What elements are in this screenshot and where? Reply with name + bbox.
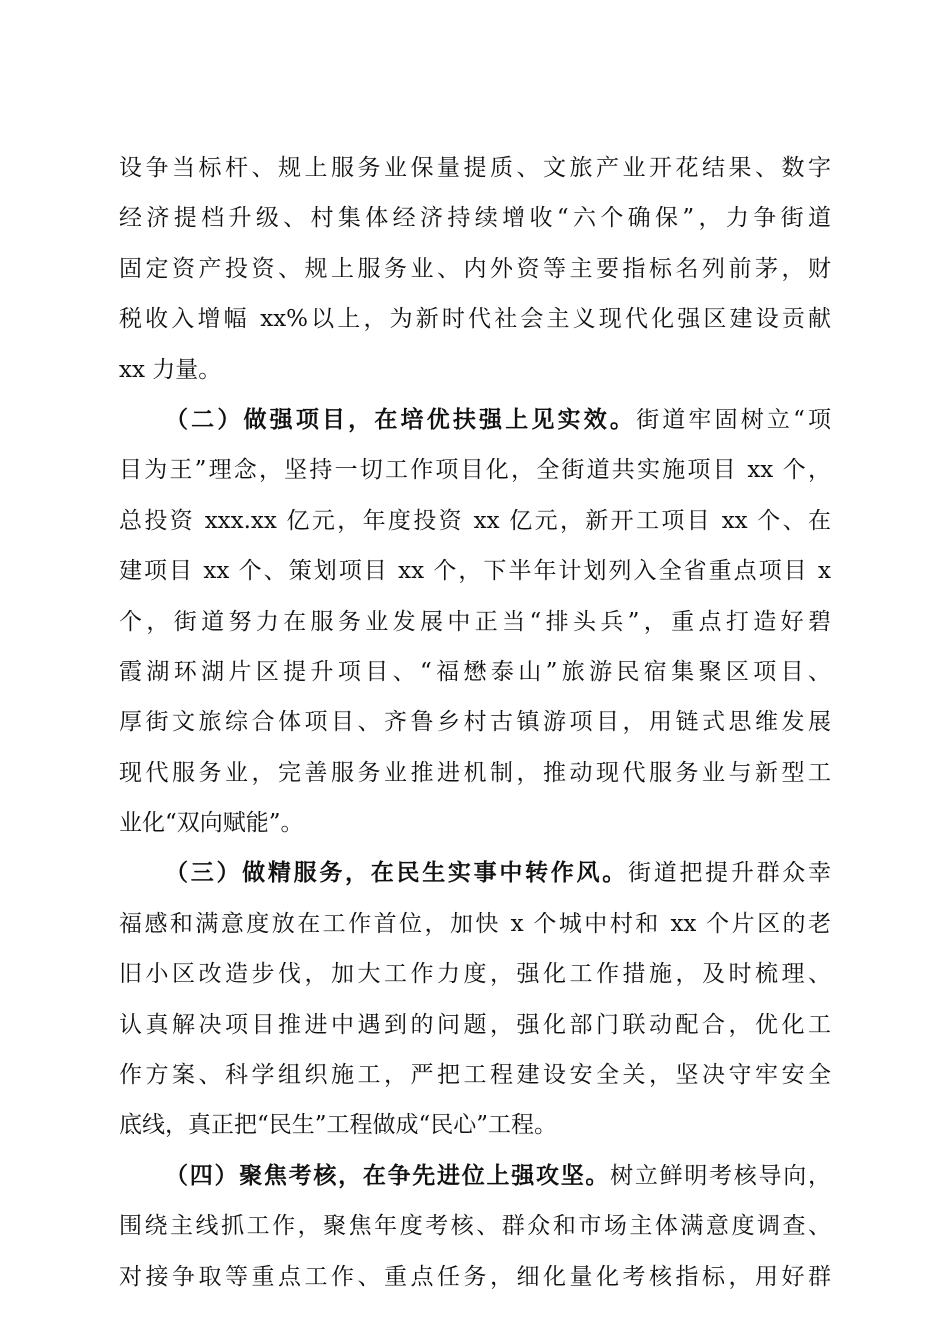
text-line: 底线，真正把“民生”工程做成“民心”工程。 [119, 1112, 558, 1139]
text-line: 作方案、科学组织施工，严把工程建设安全关，坚决守牢安全 [119, 1062, 831, 1089]
text-line: xx 力量。 [119, 356, 222, 383]
text-line: 经济提档升级、村集体经济持续增收“六个确保”，力争街道 [119, 205, 831, 232]
text-span: 街道牢固树立“项 [636, 406, 831, 433]
text-line: 总投资 xxx.xx 亿元，年度投资 xx 亿元，新开工项目 xx 个、在 [119, 507, 831, 534]
text-line: 个，街道努力在服务业发展中正当“排头兵”，重点打造好碧 [119, 608, 831, 635]
paragraph-projects [119, 395, 831, 849]
text-line: 建项目 xx 个、策划项目 xx 个，下半年计划列入全省重点项目 x [119, 558, 831, 585]
paragraph-targets [119, 143, 831, 395]
paragraph-assessment [119, 1151, 831, 1302]
section-heading-assessment: （四）聚焦考核，在争先进位上强攻坚。 [165, 1161, 611, 1189]
paragraph-first-line [119, 1151, 831, 1201]
text-line: 目为王”理念，坚持一切工作项目化，全街道共实施项目 xx 个， [119, 457, 831, 484]
text-line: 对接争取等重点工作、重点任务，细化量化考核指标，用好群 [119, 1263, 831, 1290]
text-span: 树立鲜明考核导向， [610, 1162, 831, 1189]
text-line: 霞湖环湖片区提升项目、“福懋泰山”旅游民宿集聚区项目、 [119, 658, 831, 685]
text-line: 设争当标杆、规上服务业保量提质、文旅产业开花结果、数字 [119, 155, 831, 181]
paragraph-first-line [119, 848, 831, 898]
text-line: 税收入增幅 xx%以上，为新时代社会主义现代化强区建设贡献 [119, 306, 831, 333]
text-line: 厚街文旅综合体项目、齐鲁乡村古镇游项目，用链式思维发展 [119, 709, 831, 736]
text-line: 福感和满意度放在工作首位，加快 x 个城中村和 xx 个片区的老 [119, 910, 831, 937]
text-line: 固定资产投资、规上服务业、内外资等主要指标名列前茅，财 [119, 255, 831, 282]
document-body [119, 143, 831, 1302]
text-line: 旧小区改造步伐，加大工作力度，强化工作措施，及时梳理、 [119, 961, 831, 988]
section-heading-projects: （二）做强项目，在培优扶强上见实效。 [165, 405, 637, 433]
text-line: 围绕主线抓工作，聚焦年度考核、群众和市场主体满意度调查、 [119, 1213, 831, 1240]
section-heading-services: （三）做精服务，在民生实事中转作风。 [165, 859, 628, 887]
text-line: 认真解决项目推进中遇到的问题，强化部门联动配合，优化工 [119, 1011, 831, 1038]
text-line: 现代服务业，完善服务业推进机制，推动现代服务业与新型工 [119, 759, 831, 786]
text-span: 街道把提升群众幸 [627, 860, 831, 887]
paragraph-services [119, 848, 831, 1150]
text-line: 业化“双向赋能”。 [119, 810, 304, 837]
paragraph-first-line [119, 395, 831, 445]
